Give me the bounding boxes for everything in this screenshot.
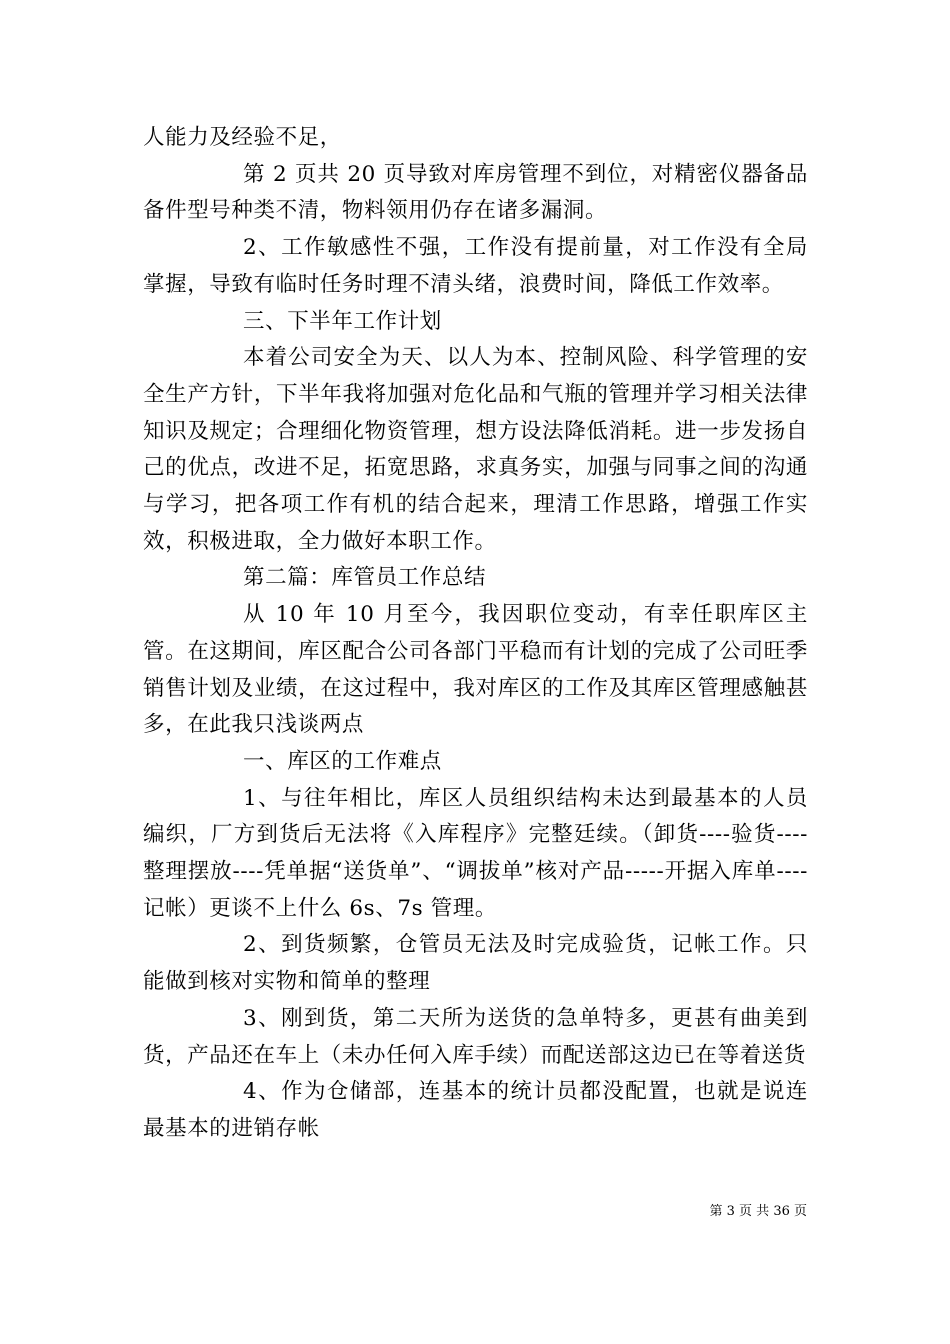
paragraph-2: 第 2 页共 20 页导致对库房管理不到位，对精密仪器备品备件型号种类不清，物料领用仍存在诸多漏洞。 [143, 161, 808, 224]
paragraph-7: 从 10 年 10 月至今，我因职位变动，有幸任职库区主管。在这期间，库区配合公司各部门平稳而有计划的完成了公司旺季销售计划及业绩，在这过程中，我对库区的工作及其库区管理感触甚多，在此我只浅谈两点 [143, 602, 808, 738]
document-body [143, 120, 808, 1148]
paragraph-12: 4、作为仓储部，连基本的统计员都没配置，也就是说连最基本的进销存帐 [143, 1079, 808, 1141]
paragraph-3: 2、工作敏感性不强，工作没有提前量，对工作没有全局掌握，导致有临时任务时理不清头绪，浪费时间，降低工作效率。 [143, 235, 808, 297]
paragraph-5: 本着公司安全为天、以人为本、控制风险、科学管理的安全生产方针，下半年我将加强对危化品和气瓶的管理并学习相关法律知识及规定；合理细化物资管理，想方设法降低消耗。进一步发扬自己的优点，改进不足，拓宽思路，求真务实，加强与同事之间的沟通与学习，把各项工作有机的结合起来，理清工作思路，增强工作实效，积极进取，全力做好本职工作。 [143, 345, 808, 554]
section-heading-plan: 三、下半年工作计划 [243, 308, 442, 334]
section-heading-difficulties: 一、库区的工作难点 [243, 748, 442, 774]
paragraph-9: 1、与往年相比，库区人员组织结构未达到最基本的人员编织，厂方到货后无法将《入库程序》完整廷续。（卸货----验货----整理摆放----凭单据“送货单”、“调拔单”核对产品-----开据入库单----记帐）更谈不上什么 6s、7s 管理。 [143, 785, 808, 921]
paragraph-1: 人能力及经验不足， [143, 125, 342, 150]
page-number-footer: 第 3 页 共 36 页 [709, 1204, 807, 1219]
paragraph-10: 2、到货频繁，仓管员无法及时完成验货，记帐工作。只能做到核对实物和简单的整理 [143, 932, 808, 995]
chapter-heading-2: 第二篇：库管员工作总结 [243, 565, 487, 591]
paragraph-11: 3、刚到货，第二天所为送货的急单特多，更甚有曲美到货，产品还在车上（未办任何入库手续）而配送部这边已在等着送货 [143, 1005, 808, 1068]
